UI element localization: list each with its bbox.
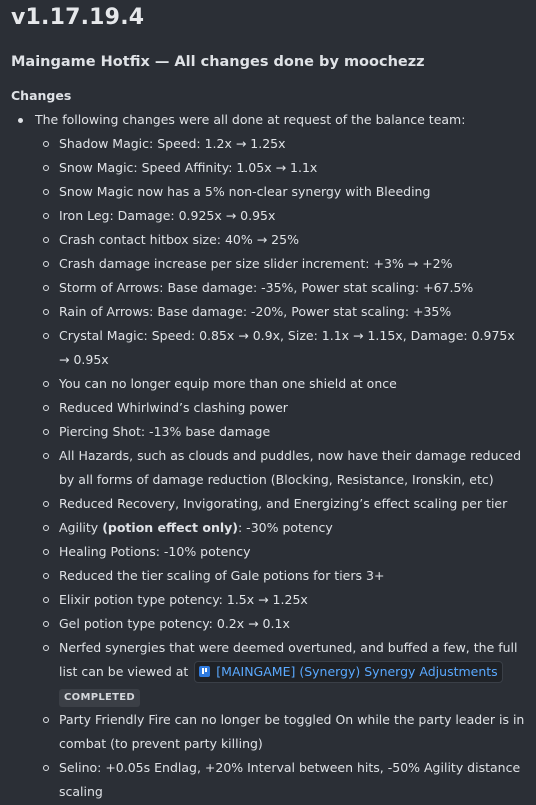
- agility-emphasis: (potion effect only): [102, 520, 238, 535]
- change-text: Reduced Whirlwind’s clashing power: [59, 400, 288, 415]
- change-item: [35, 420, 527, 444]
- change-item: [35, 132, 527, 156]
- bullet-circle-icon: [43, 453, 49, 459]
- change-text: Rain of Arrows: Base damage: -20%, Power stat scaling: +35%: [59, 304, 452, 319]
- change-item: [35, 180, 527, 204]
- change-item: [35, 612, 527, 636]
- change-item: [35, 156, 527, 180]
- change-text: Reduced Recovery, Invigorating, and Energizing’s effect scaling per tier: [59, 496, 508, 511]
- bullet-circle-icon: [43, 381, 49, 387]
- change-text: Crash contact hitbox size: 40% → 25%: [59, 232, 299, 247]
- change-text: Reduced the tier scaling of Gale potions for tiers 3+: [59, 568, 385, 583]
- change-text: Snow Magic now has a 5% non-clear synergy with Bleeding: [59, 184, 431, 199]
- bullet-circle-icon: [43, 765, 49, 771]
- change-text: Gel potion type potency: 0.2x → 0.1x: [59, 616, 290, 631]
- bullet-circle-icon: [43, 213, 49, 219]
- bullet-circle-icon: [43, 237, 49, 243]
- change-item: [35, 252, 527, 276]
- change-item-agility: [35, 516, 527, 540]
- change-text: Healing Potions: -10% potency: [59, 544, 251, 559]
- change-text: Shadow Magic: Speed: 1.2x → 1.25x: [59, 136, 286, 151]
- bullet-circle-icon: [43, 645, 49, 651]
- change-text: Party Friendly Fire can no longer be toggled On while the party leader is in combat (to prevent party killing): [59, 712, 525, 751]
- agility-prefix: Agility: [59, 520, 103, 535]
- change-text: You can no longer equip more than one shield at once: [59, 376, 397, 391]
- change-text: Snow Magic: Speed Affinity: 1.05x → 1.1x: [59, 160, 318, 175]
- change-item: [35, 564, 527, 588]
- change-item: [35, 324, 527, 372]
- change-item: [35, 204, 527, 228]
- changes-heading: Changes: [11, 88, 72, 103]
- version-heading: v1.17.19.4: [11, 5, 145, 30]
- synergy-text: Nerfed synergies that were deemed overtuned, and buffed a few, the full list can be viewed at: [59, 640, 518, 679]
- board-icon: [199, 666, 210, 677]
- change-text: Elixir potion type potency: 1.5x → 1.25x: [59, 592, 308, 607]
- change-item: [35, 756, 527, 804]
- change-text: Crash damage increase per size slider increment: +3% → +2%: [59, 256, 453, 271]
- bullet-circle-icon: [43, 597, 49, 603]
- bullet-circle-icon: [43, 501, 49, 507]
- bullet-circle-icon: [43, 189, 49, 195]
- synergy-adjustments-link[interactable]: [194, 661, 502, 683]
- status-badge: COMPLETED: [59, 689, 140, 707]
- bullet-circle-icon: [43, 621, 49, 627]
- synergy-link-label: [MAINGAME] (Synergy) Synergy Adjustments: [216, 664, 498, 679]
- change-text: All Hazards, such as clouds and puddles, now have their damage reduced by all forms of damage reduction (Blocking, Resistance, Ironskin, etc): [59, 448, 522, 487]
- intro-item: [11, 108, 527, 804]
- bullet-circle-icon: [43, 285, 49, 291]
- change-item: [35, 372, 527, 396]
- sub-changes-list: [35, 132, 527, 804]
- agility-suffix: : -30% potency: [238, 520, 333, 535]
- bullet-circle-icon: [43, 717, 49, 723]
- change-text: Storm of Arrows: Base damage: -35%, Power stat scaling: +67.5%: [59, 280, 474, 295]
- bullet-circle-icon: [43, 573, 49, 579]
- change-item-synergy: [35, 636, 527, 708]
- bullet-circle-icon: [43, 309, 49, 315]
- bullet-circle-icon: [43, 141, 49, 147]
- change-item: [35, 540, 527, 564]
- change-text: Piercing Shot: -13% base damage: [59, 424, 271, 439]
- change-item: [35, 228, 527, 252]
- change-item: [35, 588, 527, 612]
- change-item: [35, 492, 527, 516]
- change-text: Crystal Magic: Speed: 0.85x → 0.9x, Size: 1.1x → 1.15x, Damage: 0.975x → 0.95x: [59, 328, 515, 367]
- hotfix-subtitle: Maingame Hotfix — All changes done by moochezz: [11, 54, 425, 70]
- intro-text: The following changes were all done at request of the balance team:: [35, 112, 466, 127]
- change-text: Iron Leg: Damage: 0.925x → 0.95x: [59, 208, 276, 223]
- changes-list: [11, 108, 527, 804]
- change-item: [35, 300, 527, 324]
- bullet-circle-icon: [43, 549, 49, 555]
- change-item: [35, 444, 527, 492]
- change-item: [35, 396, 527, 420]
- bullet-circle-icon: [43, 405, 49, 411]
- bullet-circle-icon: [43, 333, 49, 339]
- change-text: Selino: +0.05s Endlag, +20% Interval between hits, -50% Agility distance scaling: [59, 760, 521, 799]
- change-item: [35, 276, 527, 300]
- change-item: [35, 708, 527, 756]
- bullet-circle-icon: [43, 261, 49, 267]
- bullet-circle-icon: [43, 429, 49, 435]
- bullet-circle-icon: [43, 165, 49, 171]
- bullet-disc-icon: [18, 118, 23, 123]
- bullet-circle-icon: [43, 525, 49, 531]
